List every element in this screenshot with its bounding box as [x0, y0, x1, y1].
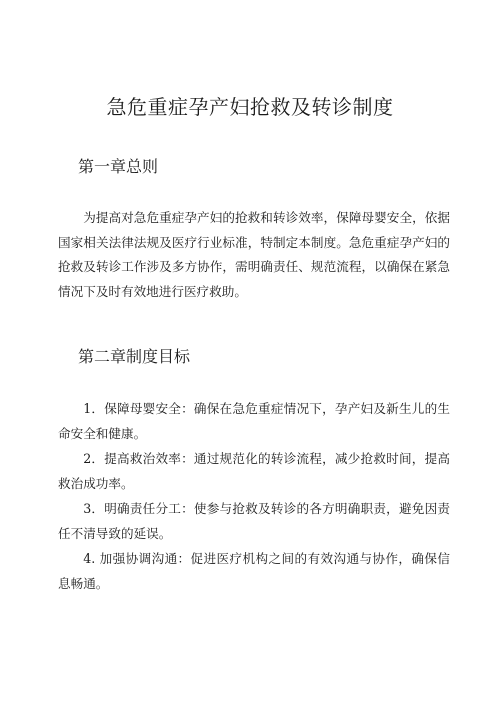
chapter-1-paragraph: 为提高对急危重症孕产妇的抢救和转诊效率，保障母婴安全，依据国家相关法律法规及医疗行业标准，特制定本制度。急危重症孕产妇的抢救及转诊工作涉及多方协作，需明确责任、规范流程，以确保在紧急情况下及时有效地进行医疗救助。	[58, 210, 450, 299]
objective-item-2: 2．提高救治效率：通过规范化的转诊流程，减少抢救时间，提高救治成功率。	[58, 451, 450, 491]
document-title: 急危重症孕产妇抢救及转诊制度	[106, 95, 394, 119]
objective-item-3: 3．明确责任分工：使参与抢救及转诊的各方明确职责，避免因责任不清导致的延误。	[58, 501, 450, 541]
chapter-1-heading: 第一章总则	[78, 157, 159, 176]
objective-item-4: 4. 加强协调沟通：促进医疗机构之间的有效沟通与协作，确保信息畅通。	[58, 551, 450, 591]
chapter-2-heading: 第二章制度目标	[78, 347, 191, 366]
objective-item-1: 1．保障母婴安全：确保在急危重症情况下，孕产妇及新生儿的生命安全和健康。	[58, 401, 450, 441]
